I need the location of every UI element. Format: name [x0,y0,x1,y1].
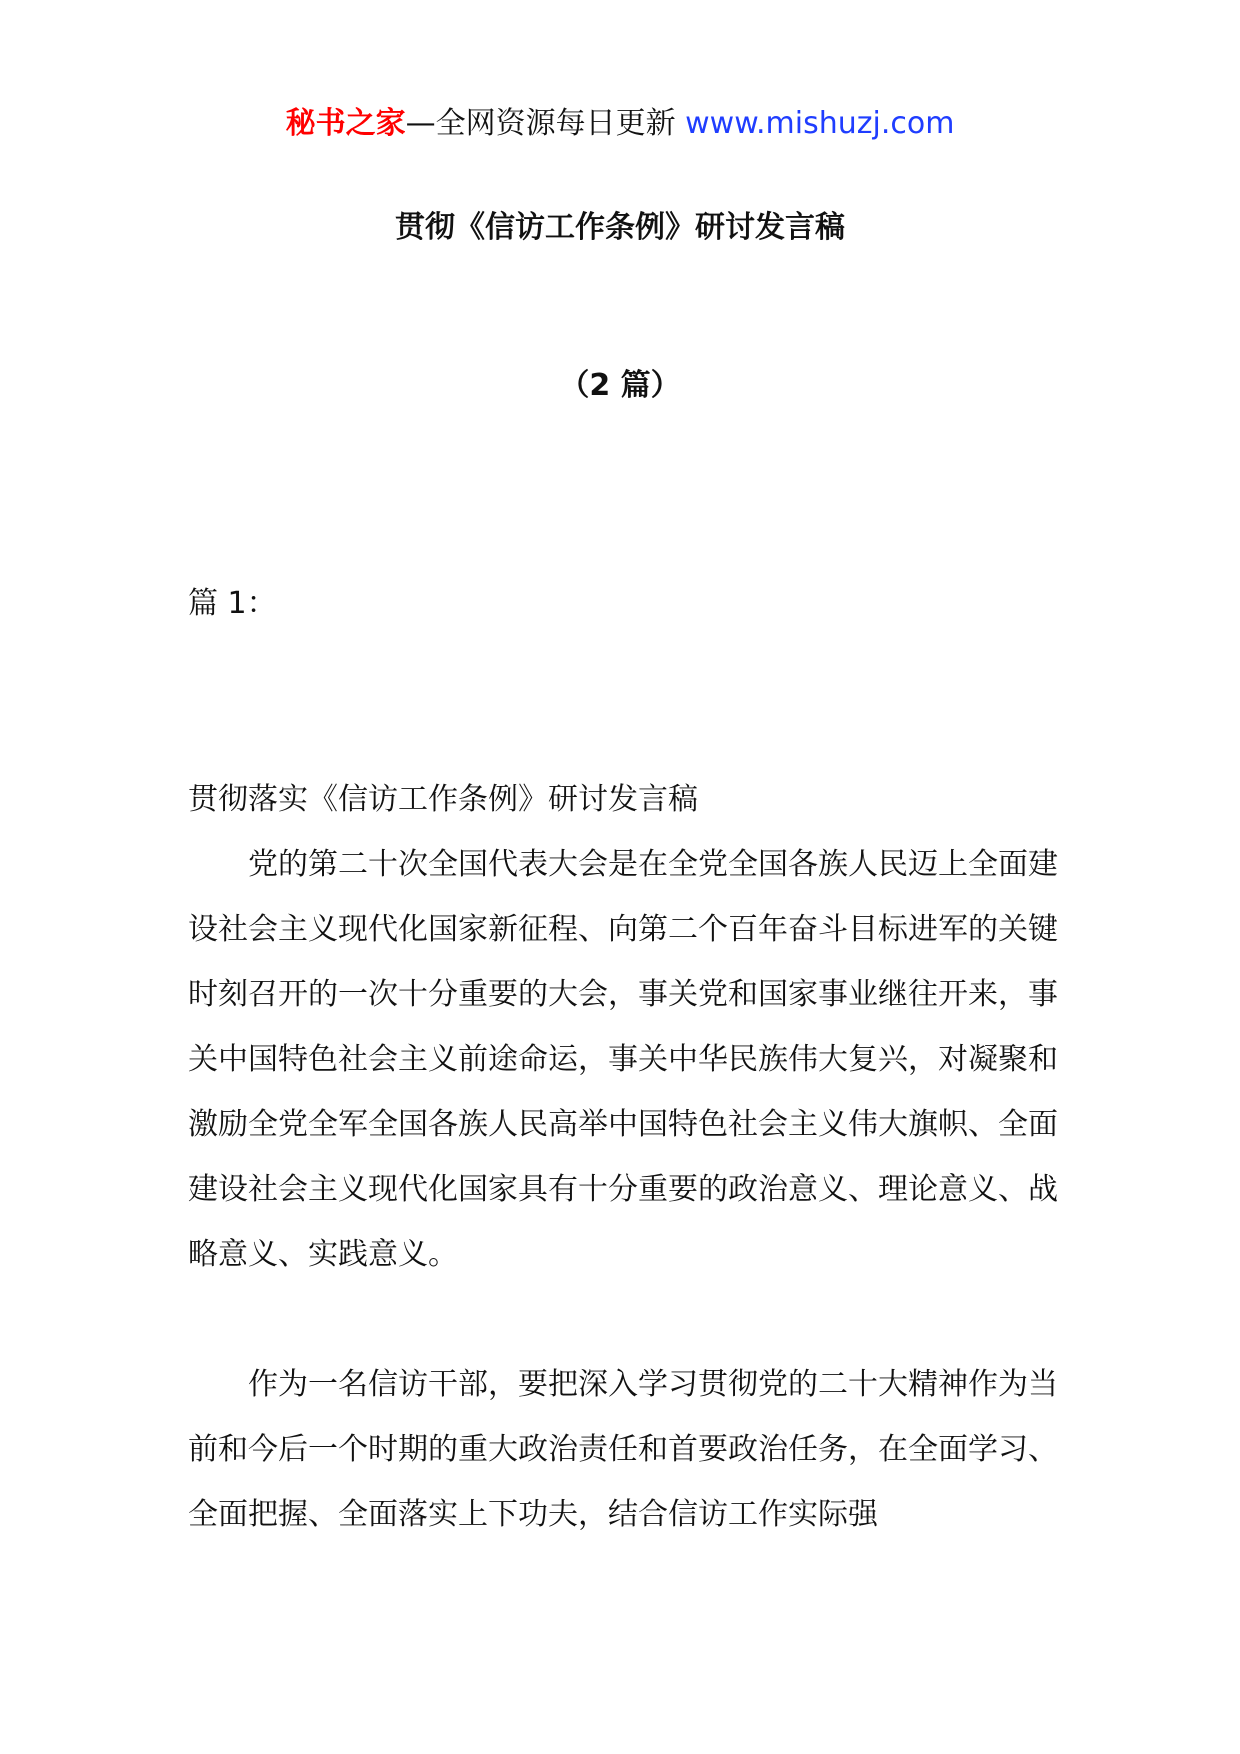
paragraph-2: 作为一名信访干部，要把深入学习贯彻党的二十大精神作为当前和今后一个时期的重大政治责任和首要政治任务，在全面学习、全面把握、全面落实上下功夫，结合信访工作实际强 [188,1367,1058,1532]
section-label: 篇 1： [188,586,277,621]
section-heading: 贯彻落实《信访工作条例》研讨发言稿 [188,782,698,817]
document-title: 贯彻《信访工作条例》研讨发言稿 [395,210,845,245]
header-slogan: —全网资源每日更新 [405,106,676,141]
brand-name: 秘书之家 [285,106,406,141]
document-subtitle: （2 篇） [559,368,681,403]
watermark-header [0,102,1240,146]
site-link[interactable]: www.mishuzj.com [685,106,955,141]
paragraph-1: 党的第二十次全国代表大会是在全党全国各族人民迈上全面建设社会主义现代化国家新征程、向第二个百年奋斗目标进军的关键时刻召开的一次十分重要的大会，事关党和国家事业继往开来，事关中国特色社会主义前途命运，事关中华民族伟大复兴，对凝聚和激励全党全军全国各族人民高举中国特色社会主义伟大旗帜、全面建设社会主义现代化国家具有十分重要的政治意义、理论意义、战略意义、实践意义。 [188,847,1058,1272]
